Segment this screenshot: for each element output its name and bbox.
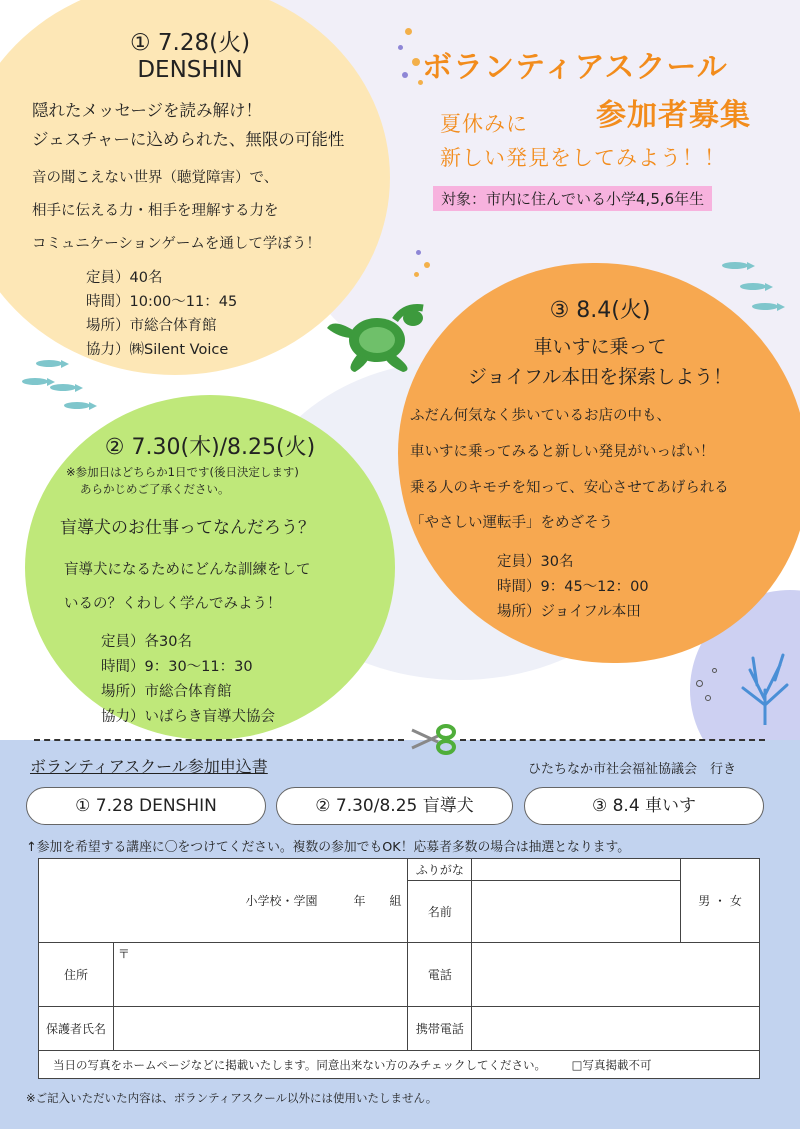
subtitle-line2: 新しい発見をしてみよう！！ bbox=[440, 146, 726, 170]
session1-capacity: 定員）40名 bbox=[86, 270, 163, 286]
session2-place: 場所）市総合体育館 bbox=[101, 684, 232, 700]
school-label: 小学校・学園 年 組 bbox=[245, 894, 402, 908]
phone-input[interactable] bbox=[472, 943, 760, 1007]
session2-note2: あらかじめご了承ください。 bbox=[80, 482, 230, 496]
form-recipient: ひたちなか市社会福祉協議会 行き bbox=[528, 762, 737, 777]
session1-time: 時間）10:00〜11：45 bbox=[86, 294, 238, 310]
photo-notice: 当日の写真をホームページなどに掲載いたします。同意出来ない方のみチェックしてください。 bbox=[53, 1057, 546, 1072]
school-field[interactable] bbox=[39, 859, 408, 943]
session1-desc2: 相手に伝える力・相手を理解する力を bbox=[32, 203, 279, 219]
privacy-note: ※ご記入いただいた内容は、ボランティアスクール以外には使用いたしません。 bbox=[26, 1091, 438, 1105]
photo-consent-row bbox=[39, 1051, 760, 1079]
session2-catch: 盲導犬のお仕事ってなんだろう？ bbox=[60, 518, 315, 538]
guardian-label: 保護者氏名 bbox=[39, 1007, 114, 1051]
session3-desc1: ふだん何気なく歩いているお店の中も、 bbox=[410, 408, 671, 424]
session1-name: DENSHIN bbox=[137, 57, 243, 83]
session2-capacity: 定員）各30名 bbox=[101, 634, 192, 650]
photo-checkbox[interactable]: □写真掲載不可 bbox=[571, 1057, 652, 1072]
furigana-input[interactable] bbox=[472, 859, 681, 881]
name-label: 名前 bbox=[408, 881, 472, 943]
session3-catch1: 車いすに乗って bbox=[533, 336, 667, 358]
mobile-input[interactable] bbox=[472, 1007, 760, 1051]
session3-desc2: 車いすに乗ってみると新しい発見がいっぱい！ bbox=[410, 444, 715, 460]
session1-catch2: ジェスチャーに込められた、無限の可能性 bbox=[32, 130, 345, 149]
address-label: 住所 bbox=[39, 943, 114, 1007]
postal-mark: 〒 bbox=[117, 947, 130, 961]
form-instruction: ↑参加を希望する講座に〇をつけてください。複数の参加でもOK！応募者多数の場合は抽選となります。 bbox=[26, 840, 631, 855]
session2-time: 時間）9：30〜11：30 bbox=[101, 659, 253, 675]
session3-catch2: ジョイフル本田を探索しよう！ bbox=[467, 366, 733, 388]
session1-catch1: 隠れたメッセージを読み解け！ bbox=[32, 101, 263, 120]
session3-time: 時間）9：45〜12：00 bbox=[497, 579, 649, 595]
session1-partner: 協力）㈱Silent Voice bbox=[86, 342, 229, 358]
session3-place: 場所）ジョイフル本田 bbox=[497, 604, 641, 620]
session2-note1: ※参加日はどちらか1日です(後日決定します) bbox=[66, 465, 299, 479]
subtitle-line1: 夏休みに bbox=[440, 112, 528, 136]
gender-label: 男 ・ 女 bbox=[698, 894, 742, 908]
main-title-line2: 参加者募集 bbox=[596, 98, 751, 133]
session1-desc3: コミュニケーションゲームを通して学ぼう！ bbox=[32, 236, 321, 252]
session1-place: 場所）市総合体育館 bbox=[86, 318, 217, 334]
session3-capacity: 定員）30名 bbox=[497, 554, 574, 570]
session3-desc3: 乗る人のキモチを知って、安心させてあげられる bbox=[410, 480, 729, 496]
name-input[interactable] bbox=[472, 881, 681, 943]
application-table bbox=[38, 858, 760, 1079]
coral-icon bbox=[735, 650, 795, 725]
cut-line-right bbox=[460, 739, 765, 741]
furigana-label: ふりがな bbox=[408, 859, 472, 881]
session2-partner: 協力）いばらき盲導犬協会 bbox=[101, 709, 275, 725]
cut-line-left bbox=[34, 739, 404, 741]
session3-heading: ③ 8.4(火) bbox=[549, 298, 651, 323]
option-session3[interactable]: ③ 8.4 車いす bbox=[524, 787, 764, 825]
guardian-input[interactable] bbox=[113, 1007, 408, 1051]
target-badge: 対象：市内に住んでいる小学4,5,6年生 bbox=[433, 186, 712, 211]
scissors-icon bbox=[408, 722, 458, 756]
address-input[interactable] bbox=[113, 943, 408, 1007]
mobile-label: 携帯電話 bbox=[408, 1007, 472, 1051]
main-title: ボランティアスクール bbox=[422, 50, 728, 85]
option-session2[interactable]: ② 7.30/8.25 盲導犬 bbox=[276, 787, 513, 825]
phone-label: 電話 bbox=[408, 943, 472, 1007]
gender-field[interactable] bbox=[681, 859, 760, 943]
form-title: ボランティアスクール参加申込書 bbox=[30, 757, 268, 776]
session2-desc2: いるの？くわしく学んでみよう！ bbox=[64, 596, 282, 612]
option-session1[interactable]: ① 7.28 DENSHIN bbox=[26, 787, 266, 825]
session1-desc1: 音の聞こえない世界（聴覚障害）で、 bbox=[32, 170, 279, 186]
session1-heading: ① 7.28(火) bbox=[129, 30, 251, 56]
session2-heading: ② 7.30(木)/8.25(火) bbox=[104, 435, 316, 460]
session3-desc4: 「やさしい運転手」をめざそう bbox=[410, 515, 613, 531]
session2-desc1: 盲導犬になるためにどんな訓練をして bbox=[64, 562, 311, 578]
